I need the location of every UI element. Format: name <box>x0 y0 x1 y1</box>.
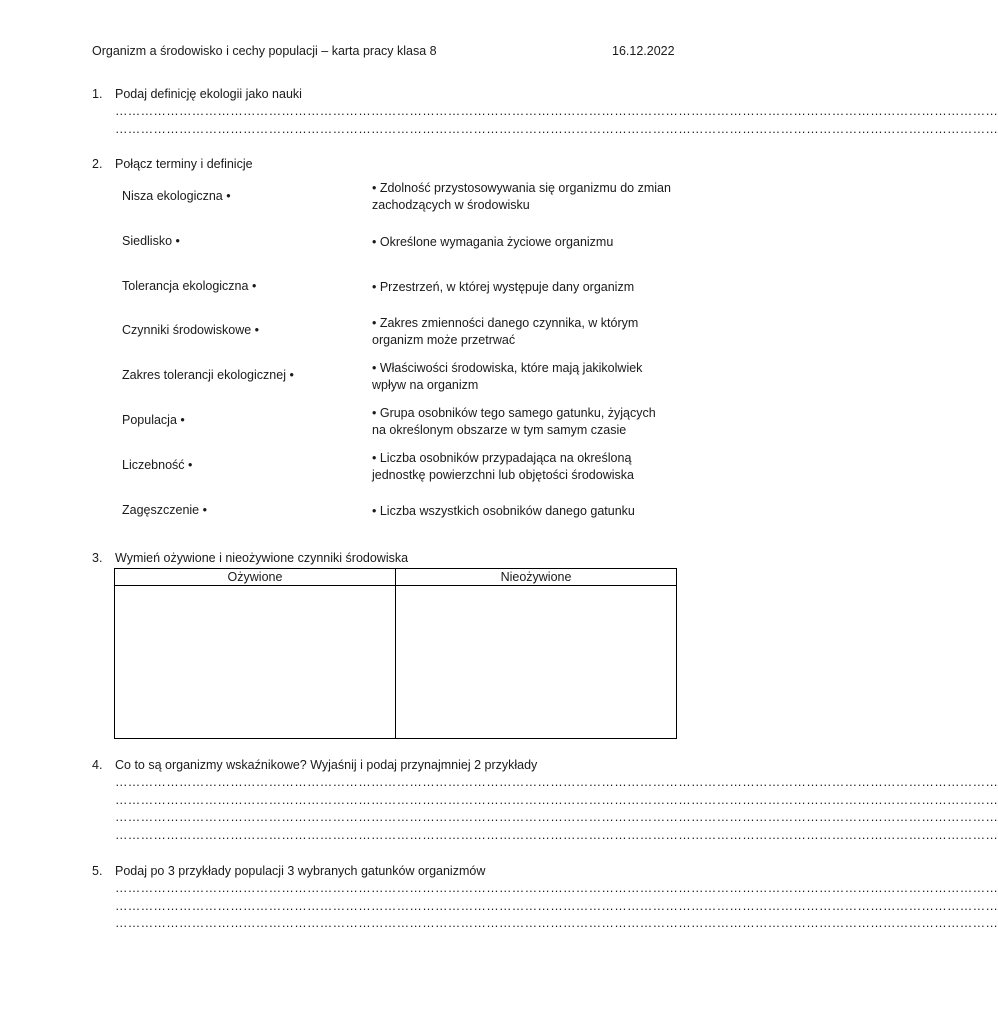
definition-4[interactable]: • Zakres zmienności danego czynnika, w którym organizm może przetrwać <box>372 316 639 347</box>
term-siedlisko[interactable]: Siedlisko • <box>122 234 180 248</box>
term-tolerancja[interactable]: Tolerancja ekologiczna • <box>122 279 257 293</box>
cell-living-answers[interactable] <box>115 586 396 739</box>
q4-answer-line-3[interactable]: ……………………………………………………………………………………………………………………………………………………………………………………… <box>115 810 998 824</box>
q1-answer-line-2[interactable]: ……………………………………………………………………………………………………………………………………………………………………………………… <box>115 122 998 136</box>
term-czynniki[interactable]: Czynniki środowiskowe • <box>122 323 260 337</box>
q3-number: 3. <box>92 551 103 565</box>
q4-answer-line-2[interactable]: ……………………………………………………………………………………………………………………………………………………………………………………… <box>115 793 998 807</box>
definition-6[interactable]: • Grupa osobników tego samego gatunku, żyjących na określonym obszarze w tym samym czasie <box>372 406 656 437</box>
term-zakres[interactable]: Zakres tolerancji ekologicznej • <box>122 368 294 382</box>
q1-number: 1. <box>92 87 103 101</box>
col-header-nonliving: Nieożywione <box>396 569 677 586</box>
q1-text: Podaj definicję ekologii jako nauki <box>115 87 302 101</box>
worksheet-title: Organizm a środowisko i cechy populacji – karta pracy klasa 8 <box>92 44 437 58</box>
q3-text: Wymień ożywione i nieożywione czynniki środowiska <box>115 551 409 565</box>
term-nisza[interactable]: Nisza ekologiczna • <box>122 189 231 203</box>
term-zageszczenie[interactable]: Zagęszczenie • <box>122 503 207 517</box>
definition-3[interactable]: • Przestrzeń, w której występuje dany organizm <box>372 280 635 294</box>
factors-table-body <box>115 586 677 739</box>
term-populacja[interactable]: Populacja • <box>122 413 185 427</box>
q4-number: 4. <box>92 758 103 772</box>
factors-table <box>114 568 677 739</box>
cell-nonliving-answers[interactable] <box>396 586 677 739</box>
definition-1[interactable]: • Zdolność przystosowywania się organizmu do zmian zachodzących w środowisku <box>372 181 671 212</box>
term-liczebnosc[interactable]: Liczebność • <box>122 458 193 472</box>
q5-answer-line-2[interactable]: ……………………………………………………………………………………………………………………………………………………………………………………… <box>115 899 998 913</box>
definition-5[interactable]: • Właściwości środowiska, które mają jakikolwiek wpływ na organizm <box>372 361 643 392</box>
definition-7[interactable]: • Liczba osobników przypadająca na określoną jednostkę powierzchni lub objętości środowiska <box>372 451 634 482</box>
col-header-living: Ożywione <box>115 569 396 586</box>
q4-text: Co to są organizmy wskaźnikowe? Wyjaśnij i podaj przynajmniej 2 przykłady <box>115 758 538 772</box>
q4-answer-line-4[interactable]: ……………………………………………………………………………………………………………………………………………………………………………………… <box>115 828 998 842</box>
factors-table-header <box>115 569 677 586</box>
q2-text: Połącz terminy i definicje <box>115 157 253 171</box>
q5-answer-line-3[interactable]: ……………………………………………………………………………………………………………………………………………………………………………………… <box>115 916 998 930</box>
q5-text: Podaj po 3 przykłady populacji 3 wybranych gatunków organizmów <box>115 864 486 878</box>
definition-2[interactable]: • Określone wymagania życiowe organizmu <box>372 235 614 249</box>
q5-answer-line-1[interactable]: ……………………………………………………………………………………………………………………………………………………………………………………… <box>115 881 998 895</box>
q2-number: 2. <box>92 157 103 171</box>
q4-answer-line-1[interactable]: ……………………………………………………………………………………………………………………………………………………………………………………… <box>115 775 998 789</box>
definition-8[interactable]: • Liczba wszystkich osobników danego gatunku <box>372 504 635 518</box>
q5-number: 5. <box>92 864 103 878</box>
q1-answer-line-1[interactable]: ……………………………………………………………………………………………………………………………………………………………………………………… <box>115 104 998 118</box>
worksheet-date: 16.12.2022 <box>612 44 675 58</box>
